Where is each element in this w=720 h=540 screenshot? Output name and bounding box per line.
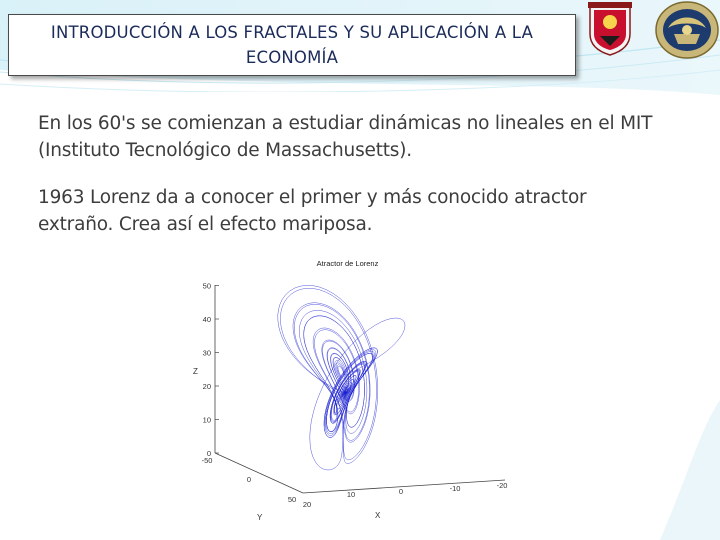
z-tick-label: 0 [206, 449, 211, 458]
z-axis-label: Z [193, 367, 198, 376]
y-tick-label: 50 [287, 495, 297, 504]
y-tick-label: 20 [302, 500, 312, 509]
x-axis-line [303, 480, 505, 493]
x-tick-label: 0 [398, 487, 404, 496]
chart-title: Atractor de Lorenz [316, 259, 379, 268]
faculty-shield-logo-icon [586, 0, 634, 56]
z-tick-label: 50 [202, 281, 211, 291]
z-tick-label: 10 [202, 415, 211, 425]
paragraph-lorenz: 1963 Lorenz da a conocer el primer y más conocido atractor extraño. Crea así el efecto mariposa. [38, 187, 587, 235]
y-axis-label: Y [257, 513, 263, 522]
x-tick-label: -10 [449, 484, 461, 493]
lorenz-attractor-chart [175, 250, 520, 525]
y-tick-label: 0 [246, 475, 252, 484]
lorenz-trajectory [278, 285, 405, 470]
x-tick-label: 10 [346, 490, 356, 499]
chart-svg [175, 250, 520, 525]
y-axis-line [215, 453, 303, 493]
z-tick-label: 30 [202, 348, 211, 358]
x-tick-label: -20 [496, 481, 508, 490]
slide-title [8, 14, 576, 76]
y-tick-label: -50 [201, 456, 213, 465]
z-tick-label: 20 [202, 382, 211, 391]
title-line-2: ECONOMÍA [245, 48, 339, 67]
slide-title-text [51, 20, 533, 70]
university-seal-logo-icon [654, 0, 720, 60]
z-tick-label: 40 [202, 315, 211, 324]
title-line-1: INTRODUCCIÓN A LOS FRACTALES Y SU APLICACIÓN A LA [50, 23, 534, 42]
x-axis-label: X [375, 511, 381, 520]
paragraph-mit: En los 60's se comienzan a estudiar dinámicas no lineales en el MIT (Instituto Tecnológico de Massachusetts). [38, 113, 653, 161]
